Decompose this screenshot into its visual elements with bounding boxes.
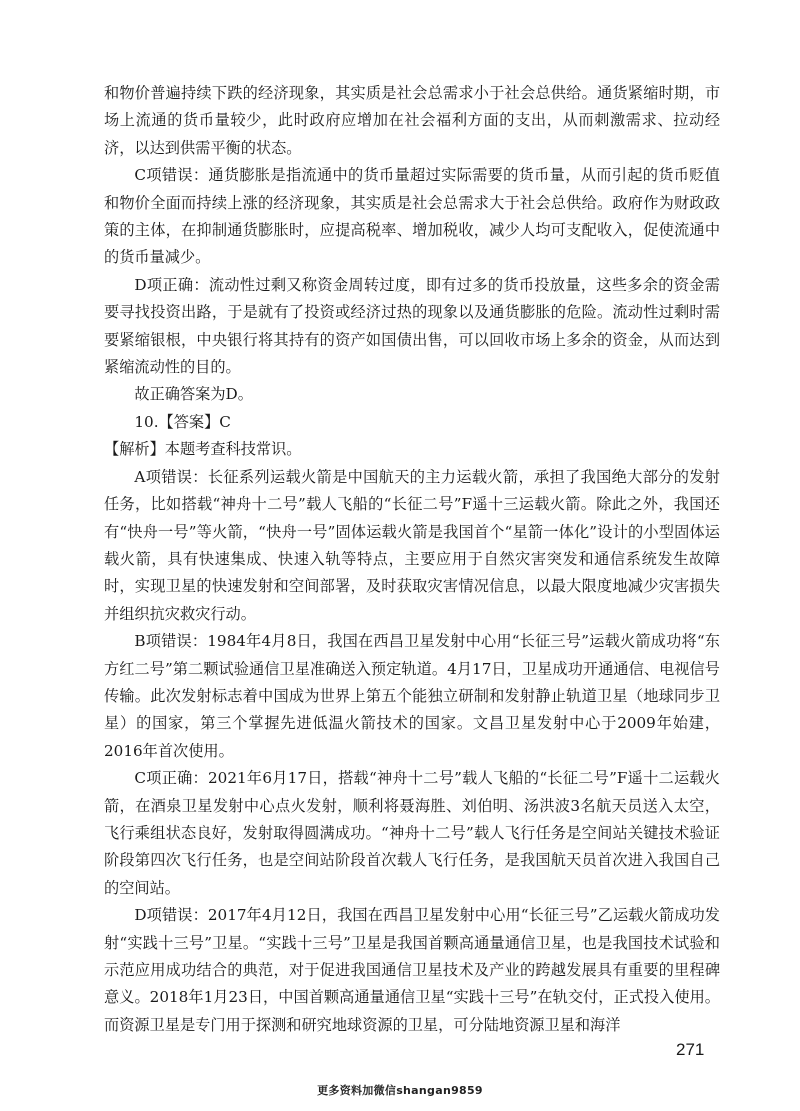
option-c2-paragraph: C项正确：2021年6月17日，搭载“神舟十二号”载人飞船的“长征二号”F遥十二运载火箭，在酒泉卫星发射中心点火发射，顺利将聂海胜、刘伯明、汤洪波3名航天员送入太空，飞行乘组状态良好，发射取得圆满成功。“神舟十二号”载人飞行任务是空间站关键技术验证阶段第四次飞行任务，也是空间站阶段首次载人飞行任务，是我国航天员首次进入我国自己的空间站。 xyxy=(104,769,720,897)
option-a-paragraph: A项错误：长征系列运载火箭是中国航天的主力运载火箭，承担了我国绝大部分的发射任务，比如搭载“神舟十二号”载人飞船的“长征二号”F遥十三运载火箭。除此之外，我国还有“快舟一号”等火箭，“快舟一号”固体运载火箭是我国首个“星箭一体化”设计的小型固体运载火箭，具有快速集成、快速入轨等特点，主要应用于自然灾害突发和通信系统发生故障时，实现卫星的快速发射和空间部署，及时获取灾害情况信息，以最大限度地减少灾害损失并组织抗灾救灾行动。 xyxy=(104,467,720,623)
option-d-paragraph: D项正确：流动性过剩又称资金周转过度，即有过多的货币投放量，这些多余的资金需要寻找投资出路，于是就有了投资或经济过热的现象以及通货膨胀的危险。流动性过剩时需要紧缩银根，中央银行将其持有的资产如国债出售，可以回收市场上多余的资金，从而达到紧缩流动性的目的。 xyxy=(104,275,720,377)
option-c-paragraph: C项错误：通货膨胀是指流通中的货币量超过实际需要的货币量，从而引起的货币贬值和物价全面而持续上涨的经济现象，其实质是社会总需求大于社会总供给。政府作为财政政策的主体，在抑制通货膨胀时，应提高税率、增加税收，减少人均可支配收入，促使流通中的货币量减少。 xyxy=(104,166,720,267)
page-number: 271 xyxy=(676,1040,705,1059)
option-b-paragraph: B项错误：1984年4月8日，我国在西昌卫星发射中心用“长征三号”运载火箭成功将“东方红二号”第二颗试验通信卫星准确送入预定轨道。4月17日，卫星成功开通通信、电视信号传输。此次发射标志着中国成为世界上第五个能独立研制和发射静止轨道卫星（地球同步卫星）的国家，第三个掌握先进低温火箭技术的国家。文昌卫星发射中心于2009年始建，2016年首次使用。 xyxy=(104,632,720,760)
page-body xyxy=(104,80,720,1039)
body-paragraph: 和物价普遍持续下跌的经济现象，其实质是社会总需求小于社会总供给。通货紧缩时期，市场上流通的货币量较少，此时政府应增加在社会福利方面的支出，从而刺激需求、拉动经济，以达到供需平衡的状态。 xyxy=(104,84,720,157)
option-d2-paragraph: D项错误：2017年4月12日，我国在西昌卫星发射中心用“长征三号”乙运载火箭成功发射“实践十三号”卫星。“实践十三号”卫星是我国首颗高通量通信卫星，也是我国技术试验和示范应用成功结合的典范，对于促进我国通信卫星技术及产业的跨越发展具有重要的里程碑意义。2018年1月23日，中国首颗高通量通信卫星“实践十三号”在轨交付，正式投入使用。而资源卫星是专门用于探测和研究地球资源的卫星，可分陆地资源卫星和海洋 xyxy=(104,906,720,1034)
analysis-heading: 【解析】本题考查科技常识。 xyxy=(104,440,302,459)
answer-heading: 10.【答案】C xyxy=(134,412,231,431)
conclusion-paragraph: 故正确答案为D。 xyxy=(134,385,253,404)
footer-note: 更多资料加微信shangan9859 xyxy=(317,1084,483,1097)
